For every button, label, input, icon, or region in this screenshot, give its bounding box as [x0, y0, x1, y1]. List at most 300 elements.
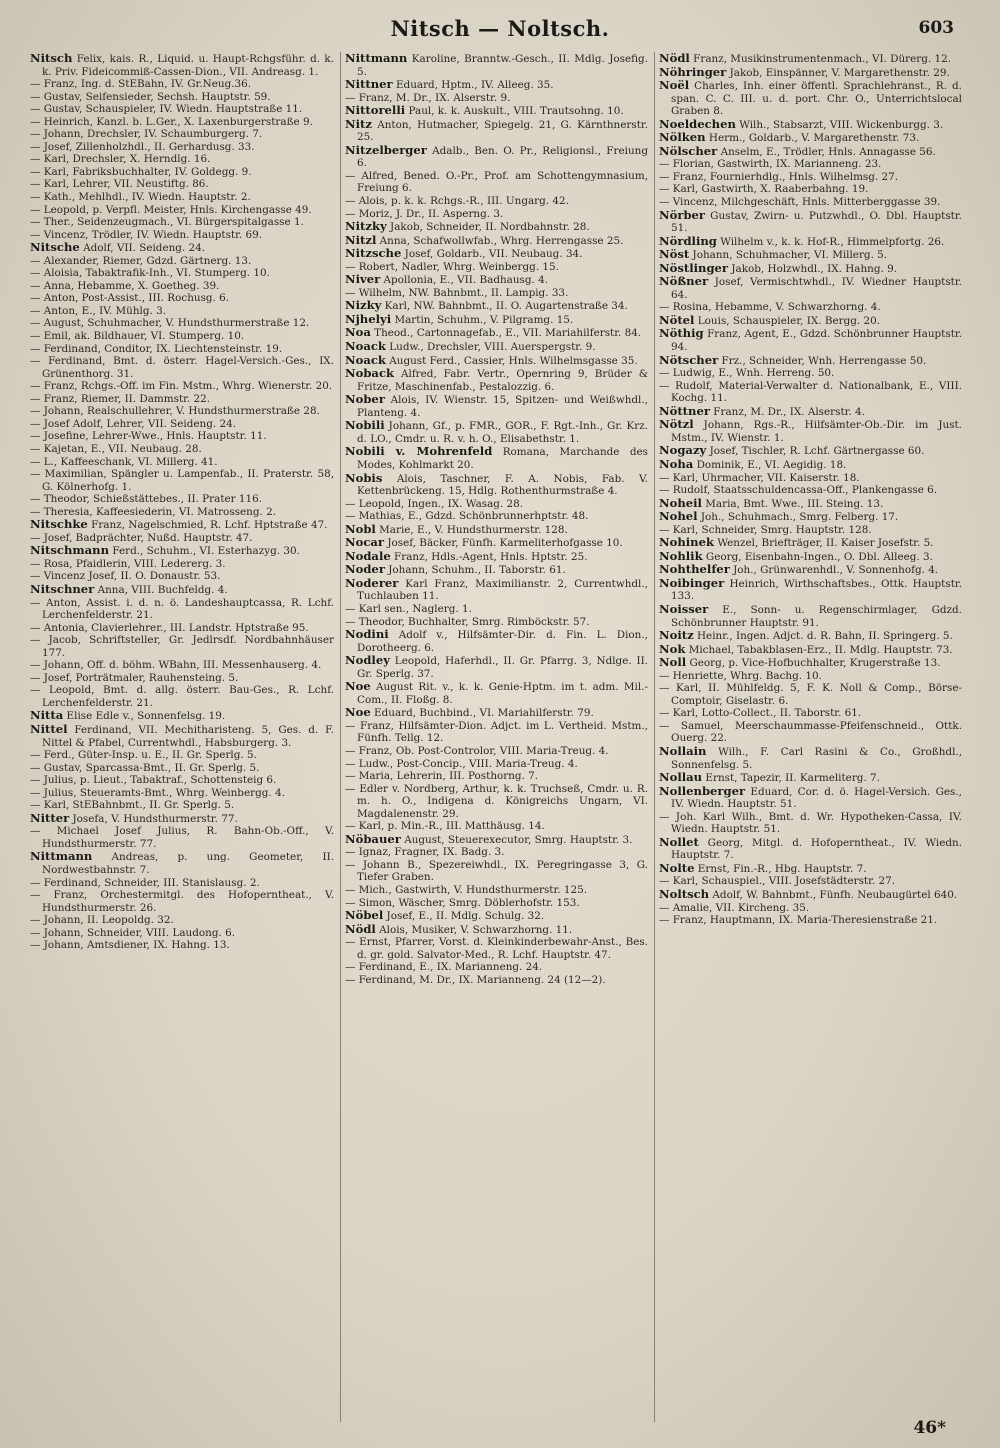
directory-entry	[30, 672, 334, 685]
entry-details: Josef, E., II. Mdlg. Schulg. 32.	[386, 910, 545, 923]
entry-surname: Noibinger	[659, 575, 725, 590]
entry-details: — Leopold, Ingen., IX. Wasag. 28.	[345, 497, 524, 510]
directory-entry	[30, 914, 334, 927]
entry-details: — Karl, Fabriksbuchhalter, IV. Goldegg. 9.	[30, 165, 252, 178]
entry-details: — Wilhelm, NW. Bahnbmt., II. Lampig. 33.	[345, 286, 569, 299]
directory-entry	[30, 52, 334, 78]
entry-surname: Nitzsche	[345, 246, 402, 261]
directory-entry	[30, 430, 334, 443]
entry-surname: Nizky	[345, 298, 382, 313]
entry-details: — Ferdinand, Schneider, III. Stanislausg. 2.	[30, 876, 260, 889]
entry-details: — Franz, Riemer, II. Dammstr. 22.	[30, 392, 211, 405]
directory-entry	[659, 444, 962, 458]
entry-details: — Julius, p. Lieut., Tabaktraf., Schottensteig 6.	[30, 774, 277, 787]
directory-entry	[30, 418, 334, 431]
entry-details: Franz, Agent, E., Gdzd. Schönbrunner Hauptstr. 94.	[671, 328, 962, 354]
directory-entry	[659, 131, 962, 145]
directory-entry	[345, 536, 648, 550]
entry-details: — August, Schuhmacher, V. Hundsthurmerstraße 12.	[30, 317, 310, 330]
entry-surname: Nodale	[345, 548, 391, 563]
entry-surname: Nölken	[659, 130, 706, 145]
entry-surname: Nitschner	[30, 581, 95, 596]
entry-details: — Gustav, Sparcassa-Bmt., II. Gr. Sperlg. 5.	[30, 761, 260, 774]
entry-surname: Nok	[659, 641, 686, 656]
directory-entry	[659, 811, 962, 836]
entry-details: Apollonia, E., VII. Badhausg. 4.	[383, 274, 549, 287]
entry-surname: Noe	[345, 705, 371, 720]
entry-details: August, Steuerexecutor, Smrg. Hauptstr. 3.	[404, 833, 633, 846]
directory-entry	[345, 859, 648, 884]
directory-entry	[659, 171, 962, 184]
entry-surname: Nitta	[30, 708, 64, 723]
directory-entry	[30, 493, 334, 506]
entry-surname: Nördling	[659, 233, 717, 248]
entry-surname: Nödl	[345, 921, 376, 936]
entry-surname: Nolte	[659, 860, 695, 875]
directory-entry	[345, 577, 648, 603]
entry-details: — Ferdinand, E., IX. Marianneng. 24.	[345, 961, 543, 974]
entry-details: Alois, Musiker, V. Schwarzhorng. 11.	[379, 923, 573, 936]
entry-details: Adalb., Ben. O. Pr., Religionsl., Freiung 6.	[357, 144, 648, 170]
directory-entry	[30, 468, 334, 493]
page-header	[0, 14, 1000, 50]
directory-entry	[345, 299, 648, 313]
entry-details: — Anton, E., IV. Mühlg. 3.	[30, 304, 167, 317]
entry-surname: Noa	[345, 325, 371, 340]
entry-details: Andreas, p. ung. Geometer, II. Nordwestbahnstr. 7.	[42, 851, 335, 876]
entry-details: — Josefine, Lehrer-Wwe., Hnls. Hauptstr. 11.	[30, 430, 267, 443]
directory-entry	[30, 78, 334, 91]
entry-details: — Henriette, Whrg. Bachg. 10.	[659, 669, 822, 682]
directory-entry	[659, 314, 962, 328]
entry-details: — Theodor, Buchhalter, Smrg. Rimböckstr. 57.	[345, 615, 590, 628]
entry-details: Alois, IV. Wienstr. 15, Spitzen- und Weißwhdl., Planteng. 4.	[357, 394, 648, 419]
entry-surname: Nölscher	[659, 143, 718, 158]
directory-entry	[345, 923, 648, 937]
directory-entry	[345, 472, 648, 498]
entry-details: — Heinrich, Kanzl. b. L.Ger., X. Laxenburgerstraße 9.	[30, 115, 313, 128]
directory-entry	[345, 313, 648, 327]
entry-surname: Nollet	[659, 834, 699, 849]
entry-details: Ferd., Schuhm., VI. Esterhazyg. 30.	[112, 545, 300, 558]
entry-details: — Johann, Amtsdiener, IX. Hahng. 13.	[30, 939, 230, 952]
entry-details: Anna, VIII. Buchfeldg. 4.	[97, 583, 228, 596]
entry-details: — Emil, ak. Bildhauer, VI. Stumperg. 10.	[30, 330, 245, 343]
directory-entry	[30, 255, 334, 268]
entry-surname: Nörber	[659, 207, 706, 222]
entry-surname: Noack	[345, 352, 386, 367]
entry-details: Eduard, Hptm., IV. Alleeg. 35.	[395, 79, 554, 92]
entry-surname: Nödl	[659, 52, 690, 65]
directory-entry	[345, 897, 648, 910]
entry-details: — Kajetan, E., VII. Neubaug. 28.	[30, 442, 202, 455]
directory-entry	[30, 622, 334, 635]
entry-details: — Ther., Seidenzeugmach., VI. Bürgerspitalgasse 1.	[30, 216, 304, 229]
entry-details: Jakob, Einspänner, V. Margarethenstr. 29.	[729, 66, 950, 79]
signature-mark: 46*	[913, 1418, 946, 1438]
entry-details: Wilhelm v., k. k. Hof-R., Himmelpfortg. 26.	[720, 235, 945, 248]
entry-details: — Karl, Schneider, Smrg. Hauptstr. 128.	[659, 523, 872, 536]
directory-entry	[30, 634, 334, 659]
directory-entry	[659, 670, 962, 683]
directory-entry	[30, 380, 334, 393]
directory-entry	[30, 153, 334, 166]
directory-entry	[659, 902, 962, 915]
entry-surname: Nocar	[345, 535, 385, 550]
entry-details: — Kath., Mehlhdl., IV. Wiedn. Hauptstr. 2.	[30, 191, 251, 204]
entry-details: Anselm, E., Trödler, Hnls. Annagasse 56.	[720, 145, 936, 158]
directory-entry	[659, 145, 962, 159]
entry-details: — Karl, Lehrer, VII. Neustiftg. 86.	[30, 178, 209, 191]
directory-entry	[30, 825, 334, 850]
entry-details: — Johann, Schneider, VIII. Laudong. 6.	[30, 926, 235, 939]
entry-details: — Rosa, Pfaidlerin, VIII. Ledererg. 3.	[30, 557, 226, 570]
entry-surname: Noack	[345, 339, 386, 354]
entry-surname: Nobl	[345, 521, 376, 536]
entry-details: Anton, Hutmacher, Spiegelg. 21, G. Kärnthnerstr. 25.	[357, 118, 648, 144]
directory-entry	[345, 603, 648, 616]
entry-details: — Alfred, Bened. O.-Pr., Prof. am Schottengymnasium, Freiung 6.	[345, 169, 648, 195]
entry-details: — Karl sen., Naglerg. 1.	[345, 602, 472, 615]
directory-entry	[30, 927, 334, 940]
directory-entry	[345, 745, 648, 758]
entry-details: — Samuel, Meerschaummasse-Pfeifenschneid., Ottk. Ouerg. 22.	[659, 719, 962, 745]
entry-surname: Nohthelfer	[659, 562, 730, 577]
entry-details: — Mathias, E., Gdzd. Schönbrunnerhptstr. 48.	[345, 510, 589, 523]
entry-details: Anna, Schafwollwfab., Whrg. Herrengasse 25.	[379, 234, 624, 247]
entry-details: — Leopold, p. Verpfl. Meister, Hnls. Kirchengasse 49.	[30, 203, 312, 216]
directory-entry	[659, 771, 962, 785]
entry-details: — Vincenz Josef, II. O. Donaustr. 53.	[30, 570, 221, 583]
entry-surname: Nittel	[30, 721, 68, 736]
entry-details: Ernst, Tapezir, II. Karmeliterg. 7.	[705, 772, 880, 785]
entry-details: Elise Edle v., Sonnenfelsg. 19.	[66, 710, 226, 723]
directory-entry	[30, 774, 334, 787]
directory-entry	[30, 241, 334, 255]
entry-surname: Nitsch	[30, 52, 73, 65]
entry-surname: Nogazy	[659, 443, 707, 458]
entry-details: — Jacob, Schriftsteller, Gr. Jedlrsdf. Nordbahnhäuser 177.	[30, 634, 334, 659]
entry-details: — Johann, Drechsler, IV. Schaumburgerg. 7.	[30, 128, 263, 141]
directory-entry	[30, 267, 334, 280]
entry-details: Frz., Schneider, Wnh. Herrengasse 50.	[721, 354, 927, 367]
directory-entry	[659, 118, 962, 132]
entry-details: Karoline, Branntw.-Gesch., II. Mdlg. Josefig. 5.	[357, 53, 648, 78]
entry-details: Paul, k. k. Auskult., VIII. Trautsohng. 10.	[408, 105, 624, 118]
entry-details: Eduard, Buchbind., VI. Mariahilferstr. 79.	[374, 707, 594, 720]
entry-details: — Josef, Badprächter, Nußd. Hauptstr. 47.	[30, 531, 253, 544]
entry-details: — Maximilian, Spängler u. Lampenfab., II. Praterstr. 58, G. Kölnerhofg. 1.	[30, 468, 334, 493]
directory-entry	[659, 888, 962, 902]
directory-entry	[30, 583, 334, 597]
directory-entry	[345, 974, 648, 987]
entry-details: — Leopold, Bmt. d. allg. österr. Bau-Ges., R. Lchf. Lerchenfelderstr. 21.	[30, 684, 334, 709]
entry-details: — Simon, Wäscher, Smrg. Döblerhofstr. 153.	[345, 896, 580, 909]
entry-surname: Nöst	[659, 247, 690, 262]
entry-details: — Franz, Ing. d. StEBahn, IV. Gr.Neug.36.	[30, 78, 252, 91]
entry-details: — Johann, Off. d. böhm. WBahn, III. Messenhauserg. 4.	[30, 659, 322, 672]
entry-details: Josef, Vermischtwhdl., IV. Wiedner Hauptstr. 64.	[671, 276, 962, 301]
directory-entry	[30, 405, 334, 418]
directory-entry	[659, 405, 962, 419]
directory-entry	[659, 603, 962, 629]
directory-entry	[30, 191, 334, 204]
entry-details: — Ludwig, E., Wnh. Herreng. 50.	[659, 367, 835, 380]
entry-details: Adolf, VII. Seideng. 24.	[83, 242, 206, 255]
directory-entry	[659, 785, 962, 811]
entry-surname: Noderer	[345, 575, 399, 590]
entry-details: — Johann, Realschullehrer, V. Hundsthurmerstraße 28.	[30, 405, 320, 418]
directory-entry	[659, 66, 962, 80]
entry-surname: Nötzl	[659, 417, 694, 432]
entry-details: — Robert, Nadler, Whrg. Weinbergg. 15.	[345, 260, 559, 273]
entry-details: Dominik, E., VI. Aegidig. 18.	[696, 458, 847, 471]
directory-entry	[659, 682, 962, 707]
entry-surname: Nobili	[345, 418, 385, 433]
directory-entry	[345, 616, 648, 629]
entry-details: Ludw., Drechsler, VIII. Auerspergstr. 9.	[389, 341, 596, 354]
directory-entry	[345, 628, 648, 654]
entry-details: — Edler v. Nordberg, Arthur, k. k. Truchseß, Cmdr. u. R. m. h. O., Indigena d. Königreichs Ungarn, VI. Magdalenenstr. 29.	[345, 782, 648, 820]
entry-surname: Nötel	[659, 312, 695, 327]
entry-details: Eduard, Cor. d. ö. Hagel-Versich. Ges., IV. Wiedn. Hauptstr. 51.	[671, 785, 962, 811]
entry-surname: Nodini	[345, 627, 389, 642]
directory-entry	[345, 118, 648, 144]
directory-entry	[30, 216, 334, 229]
entry-surname: Noback	[345, 366, 395, 381]
entry-details: Josef, Goldarb., VII. Neubaug. 34.	[404, 248, 583, 261]
entry-details: — Josef Adolf, Lehrer, VII. Seideng. 24.	[30, 417, 237, 430]
entry-details: Jakob, Schneider, II. Nordbahnstr. 28.	[390, 221, 590, 234]
directory-entry	[30, 877, 334, 890]
directory-entry	[30, 558, 334, 571]
entry-details: Ferdinand, VII. Mechitharisteng. 5, Ges. d. F. Nittel & Pfabel, Currentwhdl., Habsburgerg. 3.	[42, 723, 334, 749]
entry-surname: Noha	[659, 456, 694, 471]
directory-entry	[659, 418, 962, 444]
entry-details: — Alexander, Riemer, Gdzd. Gärtnerg. 13.	[30, 254, 252, 267]
entry-details: Jakob, Holzwhdl., IX. Hahng. 9.	[731, 262, 898, 275]
entry-details: Joh., Schuhmach., Smrg. Felberg. 17.	[700, 511, 899, 524]
directory-entry	[345, 144, 648, 170]
directory-entry	[659, 836, 962, 862]
entry-surname: Noël	[659, 78, 690, 93]
column-right	[654, 52, 968, 1422]
directory-entry	[345, 833, 648, 847]
directory-entry	[659, 497, 962, 511]
directory-entry	[345, 78, 648, 92]
directory-entry	[30, 116, 334, 129]
directory-entry	[30, 889, 334, 914]
entry-details: — Karl, Lotto-Collect., II. Taborstr. 61.	[659, 707, 862, 720]
directory-entry	[30, 939, 334, 952]
directory-entry	[659, 367, 962, 380]
directory-entry	[345, 393, 648, 419]
entry-details: Franz, Hdls.-Agent, Hnls. Hptstr. 25.	[394, 550, 588, 563]
directory-entry	[30, 292, 334, 305]
directory-entry	[30, 141, 334, 154]
entry-details: Felix, kais. R., Liquid. u. Haupt-Rchgsführ. d. k. k. Priv. Fideicommiß-Cassen-Dion., VII. Andreasg. 1.	[42, 53, 335, 78]
entry-details: — Julius, Steueramts-Bmt., Whrg. Weinbergg. 4.	[30, 786, 285, 799]
directory-entry	[345, 445, 648, 471]
directory-entry	[345, 498, 648, 511]
directory-entry	[30, 787, 334, 800]
entry-details: — Ernst, Pfarrer, Vorst. d. Kleinkinderbewahr-Anst., Bes. d. gr. gold. Salvator-Med., R. Lchf. Hauptstr. 47.	[345, 936, 648, 961]
directory-entry	[659, 458, 962, 472]
entry-details: Joh., Grünwarenhdl., V. Sonnenhofg. 4.	[733, 564, 939, 577]
directory-entry	[30, 91, 334, 104]
entry-details: Johann, Schuhm., II. Taborstr. 61.	[388, 564, 566, 577]
directory-entry	[345, 936, 648, 961]
directory-entry	[30, 723, 334, 749]
entry-details: — Rudolf, Staatsschuldencassa-Off., Plankengasse 6.	[659, 484, 938, 497]
directory-entry	[659, 707, 962, 720]
directory-entry	[345, 170, 648, 195]
entry-surname: Nöttner	[659, 403, 710, 418]
entry-details: — Rudolf, Material-Verwalter d. Nationalbank, E., VIII. Kochg. 11.	[659, 379, 962, 405]
directory-entry	[30, 597, 334, 622]
entry-surname: Njhelyi	[345, 311, 392, 326]
entry-details: Josefa, V. Hundsthurmerstr. 77.	[72, 812, 238, 825]
entry-surname: Nitz	[345, 116, 372, 131]
directory-entry	[345, 247, 648, 261]
entry-details: — Florian, Gastwirth, IX. Marianneng. 23.	[659, 158, 882, 171]
entry-details: Franz, Musikinstrumentenmach., VI. Dürerg. 12.	[693, 53, 952, 65]
directory-entry	[30, 544, 334, 558]
directory-entry	[659, 327, 962, 353]
directory-entry	[659, 577, 962, 603]
entry-details: — Ferdinand, Conditor, IX. Liechtensteinstr. 19.	[30, 342, 283, 355]
entry-surname: Nitter	[30, 810, 70, 825]
directory-entry	[659, 643, 962, 657]
entry-details: Wilh., F. Carl Rasini & Co., Großhdl., Sonnenfelsg. 5.	[671, 745, 962, 771]
entry-details: Charles, Inh. einer öffentl. Sprachlehranst., R. d. span. C. C. III. u. d. port. Chr. O., Unterrichtslocal Graben 8.	[671, 80, 962, 118]
directory-entry	[345, 884, 648, 897]
directory-entry	[345, 261, 648, 274]
directory-entry	[345, 961, 648, 974]
entry-details: — Josef, Porträtmaler, Rauhensteing. 5.	[30, 671, 239, 684]
entry-details: — Michael Josef Julius, R. Bahn-Ob.-Off., V. Hundsthurmerstr. 77.	[30, 825, 334, 850]
entry-details: Theod., Cartonnagefab., E., VII. Mariahilferstr. 84.	[374, 327, 642, 340]
directory-entry	[30, 456, 334, 469]
directory-entry	[659, 536, 962, 550]
entry-details: — Karl, Drechsler, X. Herndlg. 16.	[30, 153, 211, 166]
entry-details: Georg, Mitgl. d. Hofoperntheat., IV. Wiedn. Hauptstr. 7.	[671, 836, 962, 862]
directory-entry	[345, 104, 648, 118]
entry-surname: Nober	[345, 392, 385, 407]
entry-surname: Niver	[345, 272, 381, 287]
directory-entry	[30, 128, 334, 141]
entry-details: — Karl, Uhrmacher, VII. Kaiserstr. 18.	[659, 471, 860, 484]
directory-entry	[659, 52, 962, 66]
directory-columns	[26, 52, 970, 1422]
entry-details: Josef, Tischler, R. Lchf. Gärtnergasse 60.	[709, 445, 925, 458]
entry-details: E., Sonn- u. Regenschirmlager, Gdzd. Schönbrunner Hauptstr. 91.	[671, 603, 962, 629]
entry-surname: Nittmann	[30, 849, 93, 864]
directory-entry	[30, 393, 334, 406]
directory-entry	[345, 419, 648, 445]
directory-entry	[345, 354, 648, 368]
entry-details: — Rosina, Hebamme, V. Schwarzhorng. 4.	[659, 301, 881, 314]
entry-surname: Nollau	[659, 770, 703, 785]
entry-details: August Rit. v., k. k. Genie-Hptm. im t. adm. Mil.-Com., II. Floßg. 8.	[357, 681, 648, 706]
entry-details: — Franz, Rchgs.-Off. im Fin. Mstm., Whrg. Wienerstr. 20.	[30, 380, 333, 393]
page-number: 603	[918, 18, 954, 38]
entry-surname: Nöstlinger	[659, 260, 729, 275]
entry-details: — Karl, Schauspiel., VIII. Josefstädterstr. 27.	[659, 875, 896, 888]
entry-details: — Maria, Lehrerin, III. Posthorng. 7.	[345, 770, 539, 783]
directory-entry	[659, 656, 962, 670]
directory-entry	[345, 340, 648, 354]
entry-details: — Ferd., Güter-Insp. u. E., II. Gr. Sperlg. 5.	[30, 749, 257, 762]
directory-entry	[345, 706, 648, 720]
directory-entry	[345, 208, 648, 221]
entry-details: — Ludw., Post-Concip., VIII. Maria-Treug. 4.	[345, 757, 578, 770]
entry-details: Karl Franz, Maximilianstr. 2, Currentwhdl., Tuchlauben 11.	[357, 577, 648, 603]
entry-surname: Nöbauer	[345, 831, 401, 846]
directory-entry	[345, 195, 648, 208]
directory-entry	[659, 914, 962, 927]
directory-entry	[659, 158, 962, 171]
running-head: Nitsch — Noltsch.	[390, 16, 610, 41]
entry-details: — Antonia, Clavierlehrer., III. Landstr. Hptstraße 95.	[30, 621, 309, 634]
directory-entry	[345, 273, 648, 287]
entry-surname: Nittmann	[345, 52, 408, 65]
directory-entry	[30, 749, 334, 762]
entry-details: Adolf v., Hilfsämter-Dir. d. Fin. L. Dion., Dorotheerg. 6.	[357, 629, 648, 654]
entry-details: — Anna, Hebamme, X. Goetheg. 39.	[30, 279, 220, 292]
directory-entry	[30, 850, 334, 876]
directory-entry	[659, 550, 962, 564]
entry-details: Johann, Rgs.-R., Hilfsämter-Ob.-Dir. im Just. Mstm., IV. Wienstr. 1.	[671, 419, 962, 444]
entry-details: Franz, Nagelschmied, R. Lchf. Hptstraße 47.	[91, 519, 328, 532]
entry-surname: Nohinek	[659, 535, 715, 550]
directory-entry	[345, 523, 648, 537]
entry-details: — Moriz, J. Dr., II. Asperng. 3.	[345, 207, 504, 220]
entry-details: August Ferd., Cassier, Hnls. Wilhelmsgasse 35.	[389, 354, 638, 367]
directory-entry	[345, 720, 648, 745]
entry-surname: Nollain	[659, 743, 707, 758]
directory-entry	[345, 770, 648, 783]
entry-surname: Nöhringer	[659, 64, 727, 79]
directory-entry	[30, 317, 334, 330]
entry-details: Heinr., Ingen. Adjct. d. R. Bahn, II. Springerg. 5.	[697, 630, 953, 643]
entry-details: Johann, Gf., p. FMR., GOR., F. Rgt.-Inh., Gr. Krz. d. LO., Cmdr. u. R. v. h. O., Elisabethstr. 1.	[357, 420, 648, 445]
directory-entry	[659, 301, 962, 314]
directory-entry	[345, 326, 648, 340]
entry-details: — Anton, Post-Assist., III. Rochusg. 6.	[30, 292, 230, 305]
directory-entry	[30, 305, 334, 318]
directory-entry	[30, 443, 334, 456]
entry-details: Karl, NW. Bahnbmt., II. O. Augartenstraße 34.	[384, 300, 628, 313]
entry-details: — Amalie, VII. Kircheng. 35.	[659, 901, 810, 914]
column-left	[26, 52, 340, 1422]
entry-details: — Karl, Gastwirth, X. Raaberbahng. 19.	[659, 183, 869, 196]
entry-surname: Nöthig	[659, 326, 704, 341]
directory-entry	[659, 209, 962, 235]
directory-entry	[345, 52, 648, 78]
entry-details: — Anton, Assist. i. d. n. ö. Landeshauptcassa, R. Lchf. Lerchenfelderstr. 21.	[30, 596, 334, 622]
directory-entry	[30, 659, 334, 672]
directory-entry	[659, 79, 962, 118]
directory-entry	[30, 355, 334, 380]
entry-details: — Karl, StEBahnbmt., II. Gr. Sperlg. 5.	[30, 799, 235, 812]
entry-surname: Nollenberger	[659, 783, 746, 798]
directory-entry	[30, 799, 334, 812]
entry-details: — Josef, Zillenholzhdl., II. Gerhardusg. 33.	[30, 140, 255, 153]
entry-surname: Noisser	[659, 601, 709, 616]
entry-details: Wenzel, Briefträger, II. Kaiser Josefstr. 5.	[717, 537, 934, 550]
column-middle	[340, 52, 654, 1422]
